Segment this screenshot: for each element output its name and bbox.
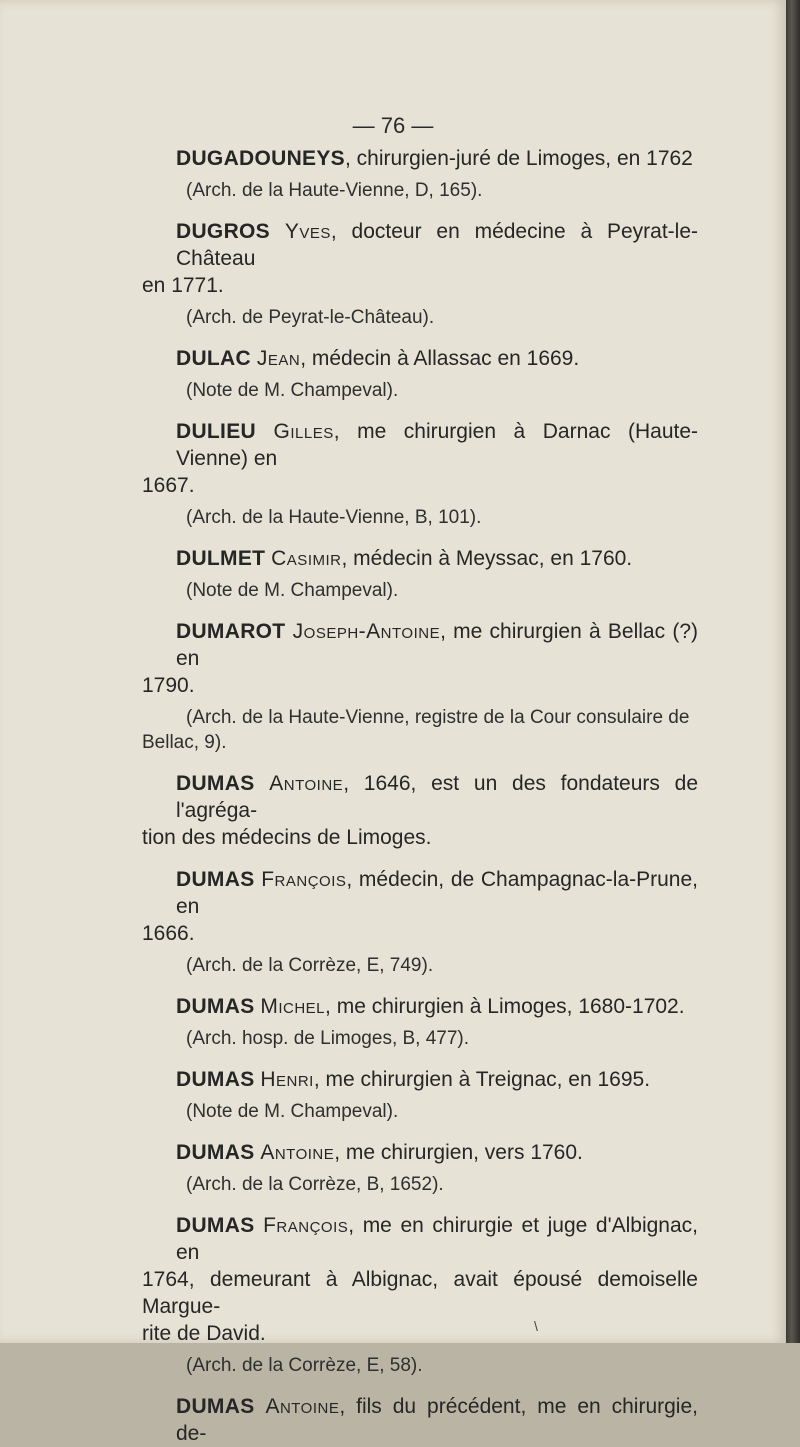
entry-first-line xyxy=(176,1212,698,1266)
entry-text: , me chirurgien à Limoges, 1680-1702. xyxy=(325,995,685,1018)
entry-continuation-line xyxy=(142,472,698,499)
entry-continuation-line xyxy=(142,672,698,699)
entry-continuation-line xyxy=(142,920,698,947)
entry-given-name: Joseph-Antoine xyxy=(292,620,441,643)
entry-text: , docteur en médecine à Peyrat-le-Château xyxy=(176,220,699,270)
entry-text: 1666. xyxy=(142,922,195,945)
entry-text: rite de David. xyxy=(142,1322,266,1345)
entry-first-line xyxy=(176,1139,698,1166)
entry-text: , fils du précédent, me en chirurgie, de- xyxy=(176,1395,698,1445)
entry-first-line xyxy=(176,418,698,472)
entry-text: , me en chirurgie et juge d'Albignac, en xyxy=(176,1214,698,1264)
entry-first-line xyxy=(176,993,698,1020)
entry-source: Bellac, 9). xyxy=(142,732,227,753)
entry-spacer xyxy=(176,1197,698,1212)
entry-spacer xyxy=(176,203,698,218)
dictionary-entry xyxy=(176,1393,698,1447)
entry-given-name: Michel xyxy=(260,995,326,1018)
entry-source: (Arch. hosp. de Limoges, B, 477). xyxy=(186,1028,470,1049)
entry-first-line xyxy=(176,545,698,572)
dictionary-entry xyxy=(176,345,698,403)
entry-text: tion des médecins de Limoges. xyxy=(142,826,432,849)
entry-spacer xyxy=(176,1124,698,1139)
entry-spacer xyxy=(176,1051,698,1066)
entry-text: , médecin, de Champagnac-la-Prune, en xyxy=(176,868,698,918)
entry-continuation-line xyxy=(142,1266,698,1320)
entry-text: , 1646, est un des fondateurs de l'agréga- xyxy=(176,772,699,822)
entry-text: , me chirurgien à Darnac (Haute-Vienne) en xyxy=(176,420,699,470)
entry-surname: DUMAS xyxy=(176,995,255,1018)
entry-text: 1667. xyxy=(142,474,195,497)
dictionary-entry xyxy=(176,1066,698,1124)
entry-given-name: Antoine xyxy=(260,1141,335,1164)
entry-spacer xyxy=(176,403,698,418)
entry-given-name: François xyxy=(263,1214,349,1237)
printer-mark: \ xyxy=(534,1318,538,1334)
entry-spacer xyxy=(176,530,698,545)
entry-spacer xyxy=(176,1378,698,1393)
dictionary-entry xyxy=(142,418,699,530)
entry-first-line xyxy=(176,145,698,172)
entry-source: (Arch. de la Haute-Vienne, D, 165). xyxy=(186,180,483,201)
entry-given-name: Gilles xyxy=(273,420,334,443)
entry-surname: DUMAS xyxy=(176,1395,255,1418)
entry-given-name: Antoine xyxy=(265,1395,340,1418)
entry-text: , me chirurgien, vers 1760. xyxy=(334,1141,583,1164)
entry-first-line xyxy=(176,218,698,272)
dictionary-entry xyxy=(142,770,699,851)
entry-surname: DUGADOUNEYS xyxy=(176,147,345,170)
entry-spacer xyxy=(176,603,698,618)
entry-surname: DUMAROT xyxy=(176,620,286,643)
entry-surname: DULAC xyxy=(176,347,251,370)
entry-source: (Arch. de la Haute-Vienne, B, 101). xyxy=(186,507,482,528)
entry-surname: DUMAS xyxy=(176,868,255,891)
entry-list xyxy=(142,145,699,1447)
entry-text: , chirurgien-juré de Limoges, en 1762 xyxy=(344,147,693,170)
entry-first-line xyxy=(176,1066,698,1093)
entry-surname: DULMET xyxy=(176,547,266,570)
entry-source: (Note de M. Champeval). xyxy=(186,1101,399,1122)
entry-surname: DUMAS xyxy=(176,1141,255,1164)
entry-text: , médecin à Allassac en 1669. xyxy=(300,347,580,370)
entry-text: , me chirurgien à Bellac (?) en xyxy=(176,620,698,670)
entry-source: (Arch. de la Corrèze, E, 58). xyxy=(186,1355,423,1376)
dictionary-entry xyxy=(176,1139,698,1197)
page-number: — 76 — xyxy=(352,113,434,138)
entry-surname: DULIEU xyxy=(176,420,256,443)
entry-source: (Arch. de la Corrèze, E, 749). xyxy=(186,955,434,976)
dictionary-entry xyxy=(142,618,698,755)
entry-source: (Note de M. Champeval). xyxy=(186,580,399,601)
entry-text: 1764, demeurant à Albignac, avait épousé demoiselle Margue- xyxy=(142,1268,698,1318)
entry-source: (Note de M. Champeval). xyxy=(186,380,399,401)
entry-first-line xyxy=(176,866,698,920)
dictionary-entry xyxy=(176,145,698,203)
entry-surname: DUMAS xyxy=(176,1214,255,1237)
entry-first-line xyxy=(176,618,698,672)
dictionary-entry xyxy=(142,218,699,330)
entry-text: , médecin à Meyssac, en 1760. xyxy=(341,547,633,570)
dictionary-entry xyxy=(142,866,698,978)
entry-text: 1790. xyxy=(142,674,195,697)
entry-source: (Arch. de Peyrat-le-Château). xyxy=(186,307,435,328)
entry-source: (Arch. de la Corrèze, B, 1652). xyxy=(186,1174,444,1195)
entry-text: , me chirurgien à Treignac, en 1695. xyxy=(313,1068,651,1091)
dictionary-entry xyxy=(176,545,698,603)
entry-continuation-line xyxy=(142,272,698,299)
entry-spacer xyxy=(176,330,698,345)
entry-spacer xyxy=(176,755,698,770)
entry-source: (Arch. de la Haute-Vienne, registre de la Cour consulaire de xyxy=(186,707,690,728)
entry-first-line xyxy=(176,1393,698,1447)
entry-spacer xyxy=(176,978,698,993)
dictionary-entry xyxy=(142,1212,698,1378)
entry-given-name: Antoine xyxy=(269,772,344,795)
entry-first-line xyxy=(176,345,698,372)
entry-given-name: Yves xyxy=(284,220,331,243)
entry-continuation-line xyxy=(142,824,698,851)
entry-spacer xyxy=(176,851,698,866)
book-spine-edge xyxy=(786,0,800,1343)
dictionary-entry xyxy=(176,993,698,1051)
entry-surname: DUMAS xyxy=(176,772,255,795)
entry-surname: DUMAS xyxy=(176,1068,255,1091)
entry-first-line xyxy=(176,770,698,824)
entry-given-name: Casimir xyxy=(271,547,342,570)
entry-surname: DUGROS xyxy=(176,220,270,243)
entry-given-name: François xyxy=(261,868,347,891)
entry-text: en 1771. xyxy=(142,274,224,297)
entry-given-name: Jean xyxy=(256,347,301,370)
entry-given-name: Henri xyxy=(260,1068,314,1091)
